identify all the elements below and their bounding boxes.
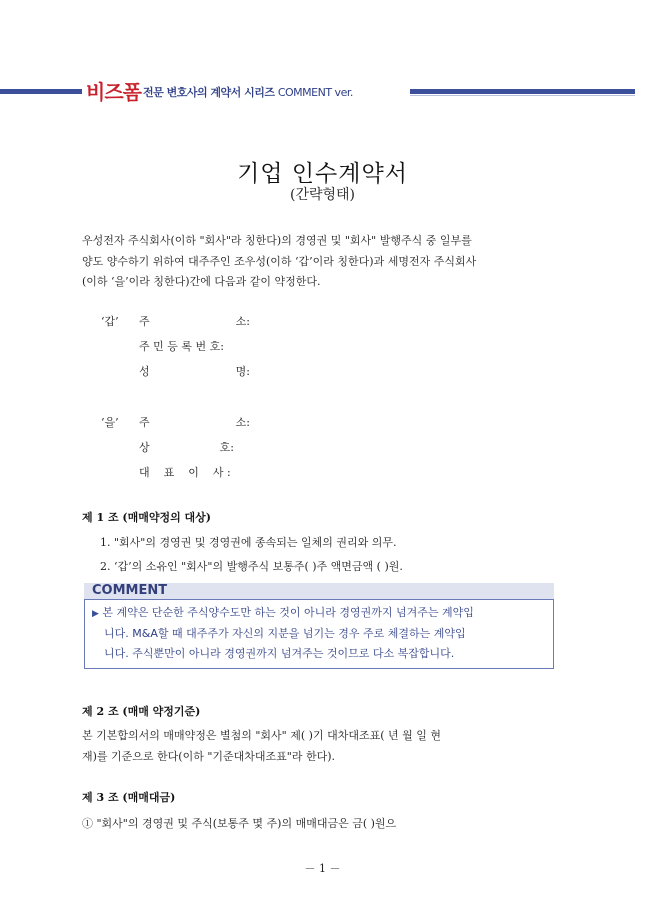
party-b-address-label: 주 소: xyxy=(139,416,250,429)
article-1-item: 1. "회사"의 경영권 및 경영권에 종속되는 일체의 권리와 의무. xyxy=(100,536,397,549)
article-3-line: ① "회사"의 경영권 및 주식(보통주 몇 주)의 매매대금은 금( )원으 xyxy=(82,817,397,830)
brand-logo: 비즈폼 xyxy=(86,80,141,104)
intro-line: 우성전자 주식회사(이하 "회사"라 칭한다)의 경영권 및 "회사" 발행주식 중 일부를 xyxy=(82,234,472,247)
party-a-label: ‘갑’ xyxy=(101,315,119,328)
header-rule-shadow xyxy=(410,95,635,96)
article-2-line: 본 기본합의서의 매매약정은 별첨의 "회사" 제( )기 대차대조표( 년 월 일 현 xyxy=(82,729,441,742)
intro-line: 양도 양수하기 위하여 대주주인 조우성(이하 ‘갑’이라 칭한다)과 세명전자 주식회사 xyxy=(82,254,477,268)
bullet-triangle-icon: ▶ xyxy=(92,609,99,619)
comment-line xyxy=(92,603,548,624)
party-a-address-label: 주 소: xyxy=(139,315,250,328)
party-b-ceo-label: 대 표 이 사 : xyxy=(139,466,231,479)
document-subtitle: (간략형태) xyxy=(289,187,356,203)
party-a-id-label: 주 민 등 록 번 호: xyxy=(139,340,224,353)
party-b-label: ‘을’ xyxy=(101,416,119,429)
intro-paragraph xyxy=(82,231,554,293)
article-2-title: 제 2 조 (매매 약정기준) xyxy=(82,705,201,718)
article-1-title: 제 1 조 (매매약정의 대상) xyxy=(82,511,212,524)
article-2-line: 재)를 기준으로 한다(이하 "기준대차대조표"라 한다). xyxy=(82,749,335,763)
comment-line: 니다. 주식뿐만이 아니라 경영권까지 넘겨주는 것이므로 다소 복잡합니다. xyxy=(104,647,455,660)
intro-line: (이하 ‘을’이라 칭한다)간에 다음과 같이 약정한다. xyxy=(82,275,321,288)
comment-line-text: 본 계약은 단순한 주식양수도만 하는 것이 아니라 경영권까지 넘겨주는 계약입 xyxy=(102,606,474,619)
article-3-title: 제 3 조 (매매대금) xyxy=(82,791,176,804)
article-2-body xyxy=(82,726,554,767)
header-rule-right xyxy=(410,89,635,94)
comment-line: 니다. M&A할 때 대주주가 자신의 지분을 넘기는 경우 주로 체결하는 계약입 xyxy=(104,627,466,640)
comment-text xyxy=(92,603,548,664)
comment-heading: COMMENT xyxy=(92,583,168,598)
series-title xyxy=(143,84,353,100)
series-version: COMMENT ver. xyxy=(277,86,353,99)
header-rule-left xyxy=(0,89,82,94)
page-number: － 1 － xyxy=(304,862,341,875)
document-title: 기업 인수계약서 xyxy=(237,161,408,187)
party-a-name-label: 성 명: xyxy=(139,365,250,378)
party-b-company-label: 상 호: xyxy=(139,441,234,454)
series-name: 전문 변호사의 계약서 시리즈 xyxy=(143,86,275,99)
article-1-item: 2. ‘갑’의 소유인 "회사"의 발행주식 보통주( )주 액면금액 ( )원. xyxy=(100,560,403,573)
